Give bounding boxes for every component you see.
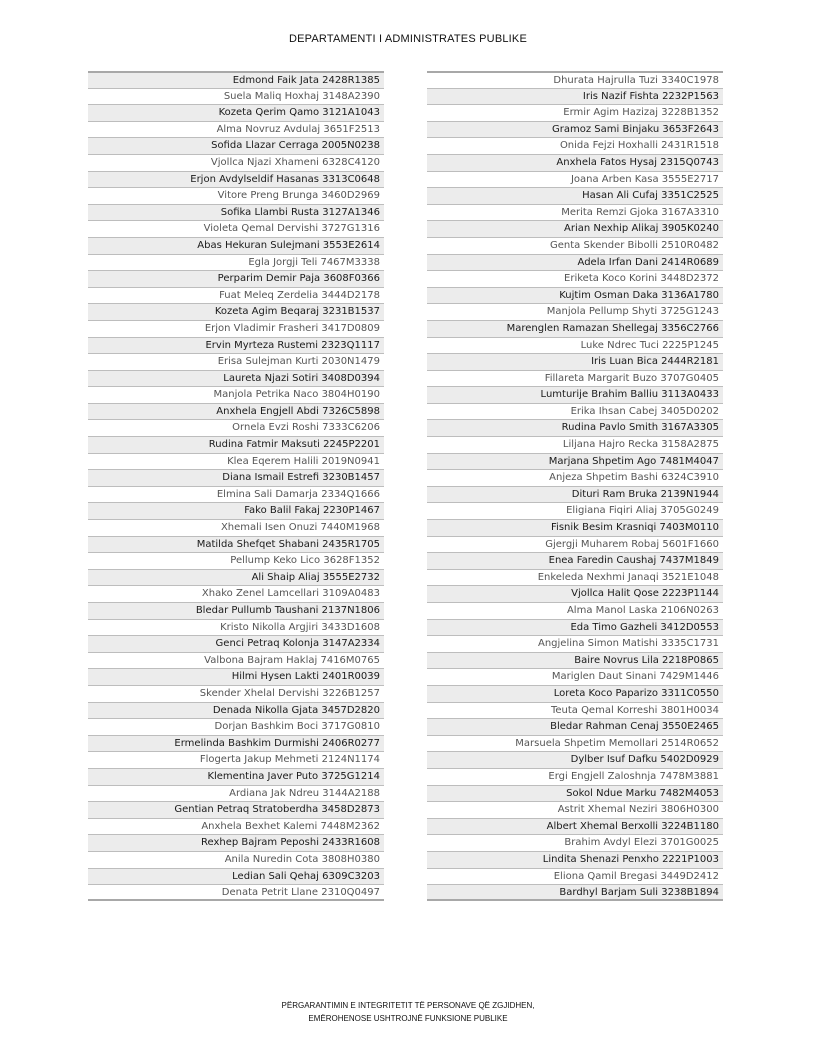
list-item: Sokol Ndue Marku 7482M4053	[427, 785, 723, 802]
list-item: Ornela Evzi Roshi 7333C6206	[88, 419, 384, 436]
list-item: Bledar Pullumb Taushani 2137N1806	[88, 602, 384, 619]
list-item: Anila Nuredin Cota 3808H0380	[88, 851, 384, 868]
list-item: Alma Novruz Avdulaj 3651F2513	[88, 121, 384, 138]
list-item: Elmina Sali Damarja 2334Q1666	[88, 486, 384, 503]
list-item: Gramoz Sami Binjaku 3653F2643	[427, 121, 723, 138]
list-item: Merita Remzi Gjoka 3167A3310	[427, 204, 723, 221]
footer	[0, 999, 816, 1025]
list-item: Vjollca Halit Qose 2223P1144	[427, 585, 723, 602]
list-item: Baire Novrus Lila 2218P0865	[427, 652, 723, 669]
list-item: Enkeleda Nexhmi Janaqi 3521E1048	[427, 569, 723, 586]
list-item: Eliona Qamil Bregasi 3449D2412	[427, 868, 723, 885]
list-item: Dituri Ram Bruka 2139N1944	[427, 486, 723, 503]
list-item: Fako Balil Fakaj 2230P1467	[88, 502, 384, 519]
list-item: Erjon Avdylseldif Hasanas 3313C0648	[88, 171, 384, 188]
list-item: Denada Nikolla Gjata 3457D2820	[88, 702, 384, 719]
list-item: Ali Shaip Aliaj 3555E2732	[88, 569, 384, 586]
list-item: Diana Ismail Estrefi 3230B1457	[88, 469, 384, 486]
page-title: DEPARTAMENTI I ADMINISTRATES PUBLIKE	[288, 33, 528, 45]
list-item: Ledian Sali Qehaj 6309C3203	[88, 868, 384, 885]
list-item: Marjana Shpetim Ago 7481M4047	[427, 453, 723, 470]
list-item: Eda Timo Gazheli 3412D0553	[427, 619, 723, 636]
list-item: Perparim Demir Paja 3608F0366	[88, 270, 384, 287]
list-item: Eriketa Koco Korini 3448D2372	[427, 270, 723, 287]
list-item: Rudina Fatmir Maksuti 2245P2201	[88, 436, 384, 453]
list-item: Alma Manol Laska 2106N0263	[427, 602, 723, 619]
list-item: Violeta Qemal Dervishi 3727G1316	[88, 220, 384, 237]
list-item: Pellump Keko Lico 3628F1352	[88, 552, 384, 569]
list-item: Genci Petraq Kolonja 3147A2334	[88, 635, 384, 652]
list-item: Kujtim Osman Daka 3136A1780	[427, 287, 723, 304]
list-item: Iris Luan Bica 2444R2181	[427, 353, 723, 370]
list-item: Erika Ihsan Cabej 3405D0202	[427, 403, 723, 420]
list-item: Arian Nexhip Alikaj 3905K0240	[427, 220, 723, 237]
list-item: Fillareta Margarit Buzo 3707G0405	[427, 370, 723, 387]
list-item: Valbona Bajram Haklaj 7416M0765	[88, 652, 384, 669]
list-item: Loreta Koco Paparizo 3311C0550	[427, 685, 723, 702]
list-item: Marenglen Ramazan Shellegaj 3356C2766	[427, 320, 723, 337]
list-item: Vitore Preng Brunga 3460D2969	[88, 187, 384, 204]
list-item: Mariglen Daut Sinani 7429M1446	[427, 668, 723, 685]
list-item: Abas Hekuran Sulejmani 3553E2614	[88, 237, 384, 254]
list-item: Bledar Rahman Cenaj 3550E2465	[427, 718, 723, 735]
list-item: Ervin Myrteza Rustemi 2323Q1117	[88, 337, 384, 354]
list-item: Fuat Meleq Zerdelia 3444D2178	[88, 287, 384, 304]
list-item: Eligiana Fiqiri Aliaj 3705G0249	[427, 502, 723, 519]
list-item: Gentian Petraq Stratoberdha 3458D2873	[88, 801, 384, 818]
list-item: Brahim Avdyl Elezi 3701G0025	[427, 834, 723, 851]
list-item: Liljana Hajro Recka 3158A2875	[427, 436, 723, 453]
list-item: Iris Nazif Fishta 2232P1563	[427, 88, 723, 105]
list-item: Matilda Shefqet Shabani 2435R1705	[88, 536, 384, 553]
list-item: Fisnik Besim Krasniqi 7403M0110	[427, 519, 723, 536]
list-item: Sofida Llazar Cerraga 2005N0238	[88, 137, 384, 154]
list-item: Adela Irfan Dani 2414R0689	[427, 254, 723, 271]
list-item: Marsuela Shpetim Memollari 2514R0652	[427, 735, 723, 752]
list-item: Skender Xhelal Dervishi 3226B1257	[88, 685, 384, 702]
list-item: Enea Faredin Caushaj 7437M1849	[427, 552, 723, 569]
list-item: Bardhyl Barjam Suli 3238B1894	[427, 884, 723, 901]
list-item: Ermir Agim Hazizaj 3228B1352	[427, 104, 723, 121]
list-item: Genta Skender Bibolli 2510R0482	[427, 237, 723, 254]
list-item: Albert Xhemal Berxolli 3224B1180	[427, 818, 723, 835]
list-item: Angjelina Simon Matishi 3335C1731	[427, 635, 723, 652]
list-item: Kozeta Qerim Qamo 3121A1043	[88, 104, 384, 121]
list-item: Erisa Sulejman Kurti 2030N1479	[88, 353, 384, 370]
list-item: Vjollca Njazi Xhameni 6328C4120	[88, 154, 384, 171]
list-item: Edmond Faik Jata 2428R1385	[88, 71, 384, 88]
list-item: Xhemali Isen Onuzi 7440M1968	[88, 519, 384, 536]
list-item: Ardiana Jak Ndreu 3144A2188	[88, 785, 384, 802]
list-item: Flogerta Jakup Mehmeti 2124N1174	[88, 751, 384, 768]
list-item: Denata Petrit Llane 2310Q0497	[88, 884, 384, 901]
list-item: Kozeta Agim Beqaraj 3231B1537	[88, 303, 384, 320]
list-item: Joana Arben Kasa 3555E2717	[427, 171, 723, 188]
list-item: Dorjan Bashkim Boci 3717G0810	[88, 718, 384, 735]
list-item: Luke Ndrec Tuci 2225P1245	[427, 337, 723, 354]
list-item: Teuta Qemal Korreshi 3801H0034	[427, 702, 723, 719]
right-name-column	[427, 71, 723, 901]
list-item: Xhako Zenel Lamcellari 3109A0483	[88, 585, 384, 602]
list-item: Rexhep Bajram Peposhi 2433R1608	[88, 834, 384, 851]
list-item: Anxhela Fatos Hysaj 2315Q0743	[427, 154, 723, 171]
list-item: Anxhela Engjell Abdi 7326C5898	[88, 403, 384, 420]
left-name-column	[88, 71, 384, 901]
list-item: Manjola Petrika Naco 3804H0190	[88, 386, 384, 403]
list-item: Kristo Nikolla Argjiri 3433D1608	[88, 619, 384, 636]
list-item: Anxhela Bexhet Kalemi 7448M2362	[88, 818, 384, 835]
list-item: Klea Eqerem Halili 2019N0941	[88, 453, 384, 470]
footer-line-1: PËRGARANTIMIN E INTEGRITETIT TË PERSONAVE QË ZGJIDHEN,	[281, 1001, 535, 1010]
list-item: Hilmi Hysen Lakti 2401R0039	[88, 668, 384, 685]
list-item: Egla Jorgji Teli 7467M3338	[88, 254, 384, 271]
footer-line-2: EMËROHENOSE USHTROJNË FUNKSIONE PUBLIKE	[308, 1014, 508, 1023]
list-item: Lumturije Brahim Balliu 3113A0433	[427, 386, 723, 403]
list-item: Sofika Llambi Rusta 3127A1346	[88, 204, 384, 221]
list-item: Gjergji Muharem Robaj 5601F1660	[427, 536, 723, 553]
list-item: Lindita Shenazi Penxho 2221P1003	[427, 851, 723, 868]
list-item: Onida Fejzi Hoxhalli 2431R1518	[427, 137, 723, 154]
list-item: Klementina Javer Puto 3725G1214	[88, 768, 384, 785]
list-item: Astrit Xhemal Neziri 3806H0300	[427, 801, 723, 818]
list-item: Suela Maliq Hoxhaj 3148A2390	[88, 88, 384, 105]
list-item: Ermelinda Bashkim Durmishi 2406R0277	[88, 735, 384, 752]
list-item: Dylber Isuf Dafku 5402D0929	[427, 751, 723, 768]
list-item: Dhurata Hajrulla Tuzi 3340C1978	[427, 71, 723, 88]
list-item: Manjola Pellump Shyti 3725G1243	[427, 303, 723, 320]
list-item: Anjeza Shpetim Bashi 6324C3910	[427, 469, 723, 486]
list-item: Hasan Ali Cufaj 3351C2525	[427, 187, 723, 204]
list-item: Rudina Pavlo Smith 3167A3305	[427, 419, 723, 436]
list-item: Ergi Engjell Zaloshnja 7478M3881	[427, 768, 723, 785]
list-item: Laureta Njazi Sotiri 3408D0394	[88, 370, 384, 387]
list-item: Erjon Vladimir Frasheri 3417D0809	[88, 320, 384, 337]
